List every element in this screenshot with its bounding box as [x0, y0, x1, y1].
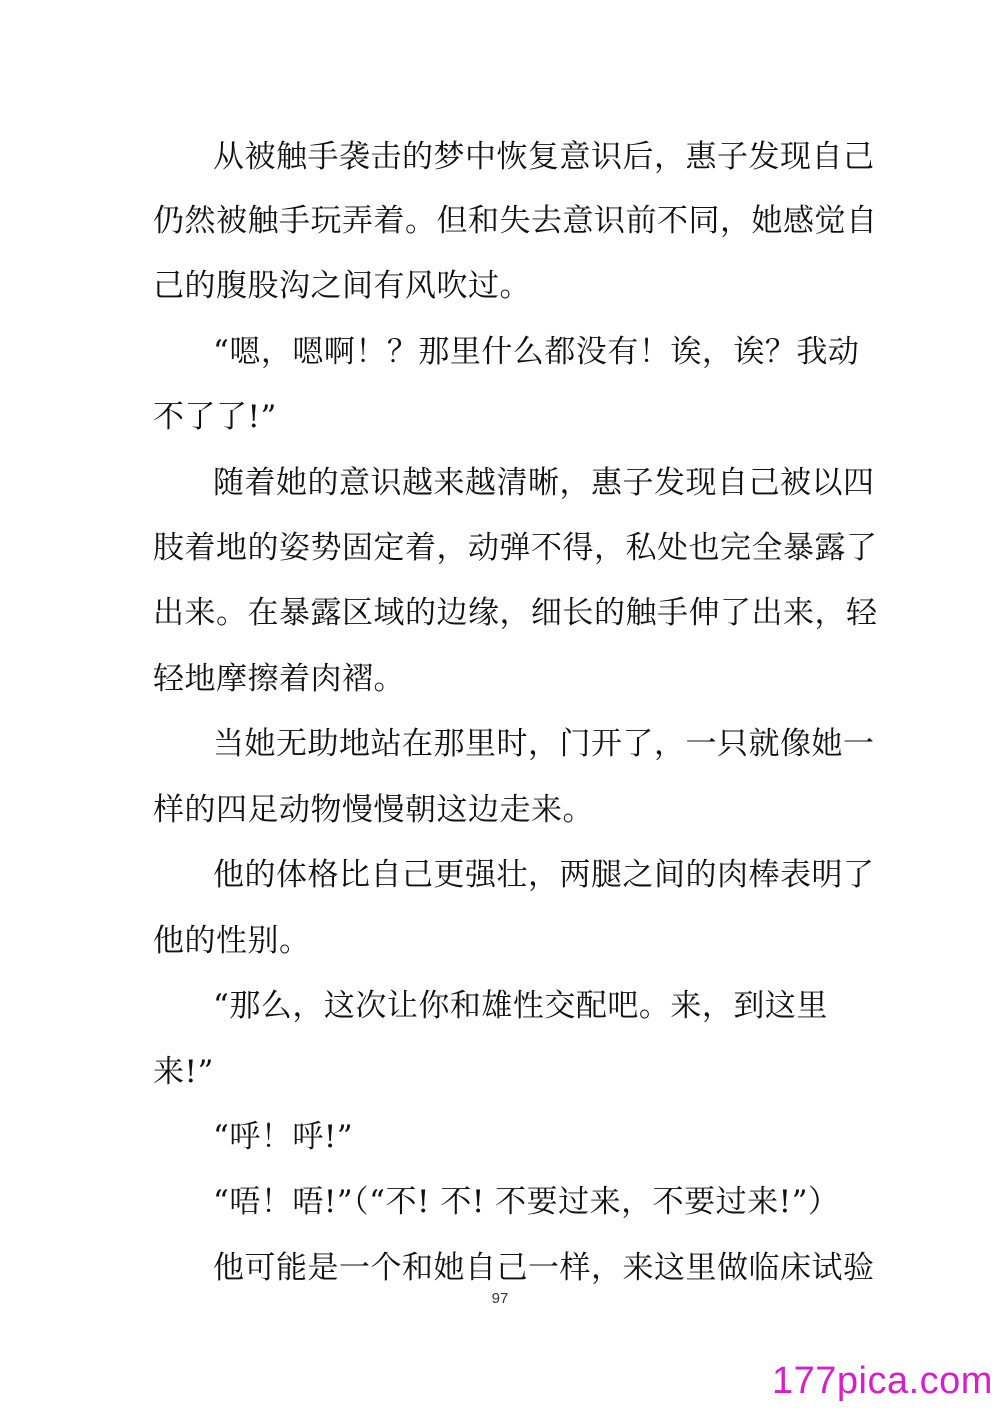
- text-line: 从被触手袭击的梦中恢复意识后，惠子发现自己: [213, 139, 875, 175]
- text-line: “那么，这次让你和雄性交配吧。来，到这里: [213, 988, 828, 1024]
- text-line: 他的体格比自己更强壮，两腿之间的肉棒表明了: [213, 857, 875, 893]
- text-line: 他可能是一个和她自己一样，来这里做临床试验: [213, 1250, 875, 1286]
- text-line: 己的腹股沟之间有风吹过。: [153, 268, 531, 304]
- text-line: 仍然被触手玩弄着。但和失去意识前不同，她感觉自: [153, 203, 878, 239]
- text-line: 他的性别。: [153, 923, 311, 959]
- text-line: “唔！唔!”（“不! 不! 不要过来，不要过来!”）: [213, 1184, 840, 1220]
- text-line: 随着她的意识越来越清晰，惠子发现自己被以四: [213, 465, 875, 501]
- watermark: 177pica.com: [772, 1360, 993, 1402]
- text-line: “呼！呼!”: [213, 1119, 354, 1155]
- text-line: “嗯，嗯啊！？那里什么都没有！诶，诶？我动: [213, 334, 860, 370]
- text-line: 来!”: [153, 1054, 214, 1090]
- text-line: 当她无助地站在那里时，门开了，一只就像她一: [213, 726, 875, 762]
- text-line: 轻地摩擦着肉褶。: [153, 661, 405, 697]
- text-line: 出来。在暴露区域的边缘，细长的触手伸了出来，轻: [153, 595, 878, 631]
- text-line: 样的四足动物慢慢朝这边走来。: [153, 792, 594, 828]
- page-number: 97: [491, 1290, 509, 1307]
- text-line: 不了了!”: [153, 399, 277, 435]
- text-line: 肢着地的姿势固定着，动弹不得，私处也完全暴露了: [153, 530, 878, 566]
